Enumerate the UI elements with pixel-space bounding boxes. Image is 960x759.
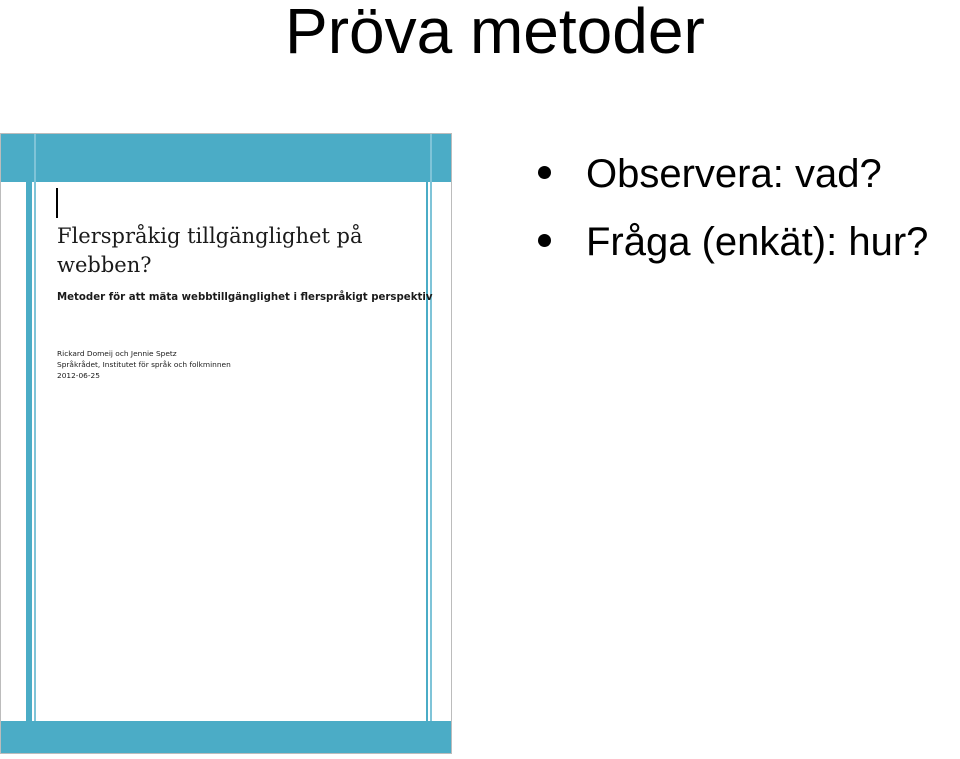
right-border-rule-thin bbox=[430, 134, 432, 753]
document-date: 2012-06-25 bbox=[57, 371, 100, 380]
document-authors: Rickard Domeij och Jennie Spetz bbox=[57, 349, 177, 358]
text-cursor bbox=[56, 188, 58, 218]
bullet-dot-icon bbox=[538, 234, 551, 247]
document-footer-band bbox=[1, 721, 452, 753]
document-subtitle: Metoder för att mäta webbtillgänglighet i flerspråkigt perspektiv bbox=[57, 292, 433, 303]
document-title: Flerspråkig tillgänglighet på webben? bbox=[57, 224, 363, 277]
bullet-item bbox=[536, 140, 928, 208]
slide-title: Pröva metoder bbox=[285, 0, 705, 67]
bullet-text: Fråga (enkät): hur? bbox=[586, 220, 929, 264]
bullet-list bbox=[536, 140, 928, 276]
left-border-rule bbox=[26, 134, 32, 753]
document-thumbnail bbox=[0, 133, 452, 754]
document-meta bbox=[57, 348, 231, 381]
bullet-text: Observera: vad? bbox=[586, 152, 882, 196]
bullet-item bbox=[536, 208, 928, 276]
document-header-band bbox=[1, 134, 452, 182]
document-organization: Språkrådet, Institutet för språk och folkminnen bbox=[57, 360, 231, 369]
bullet-dot-icon bbox=[538, 166, 551, 179]
